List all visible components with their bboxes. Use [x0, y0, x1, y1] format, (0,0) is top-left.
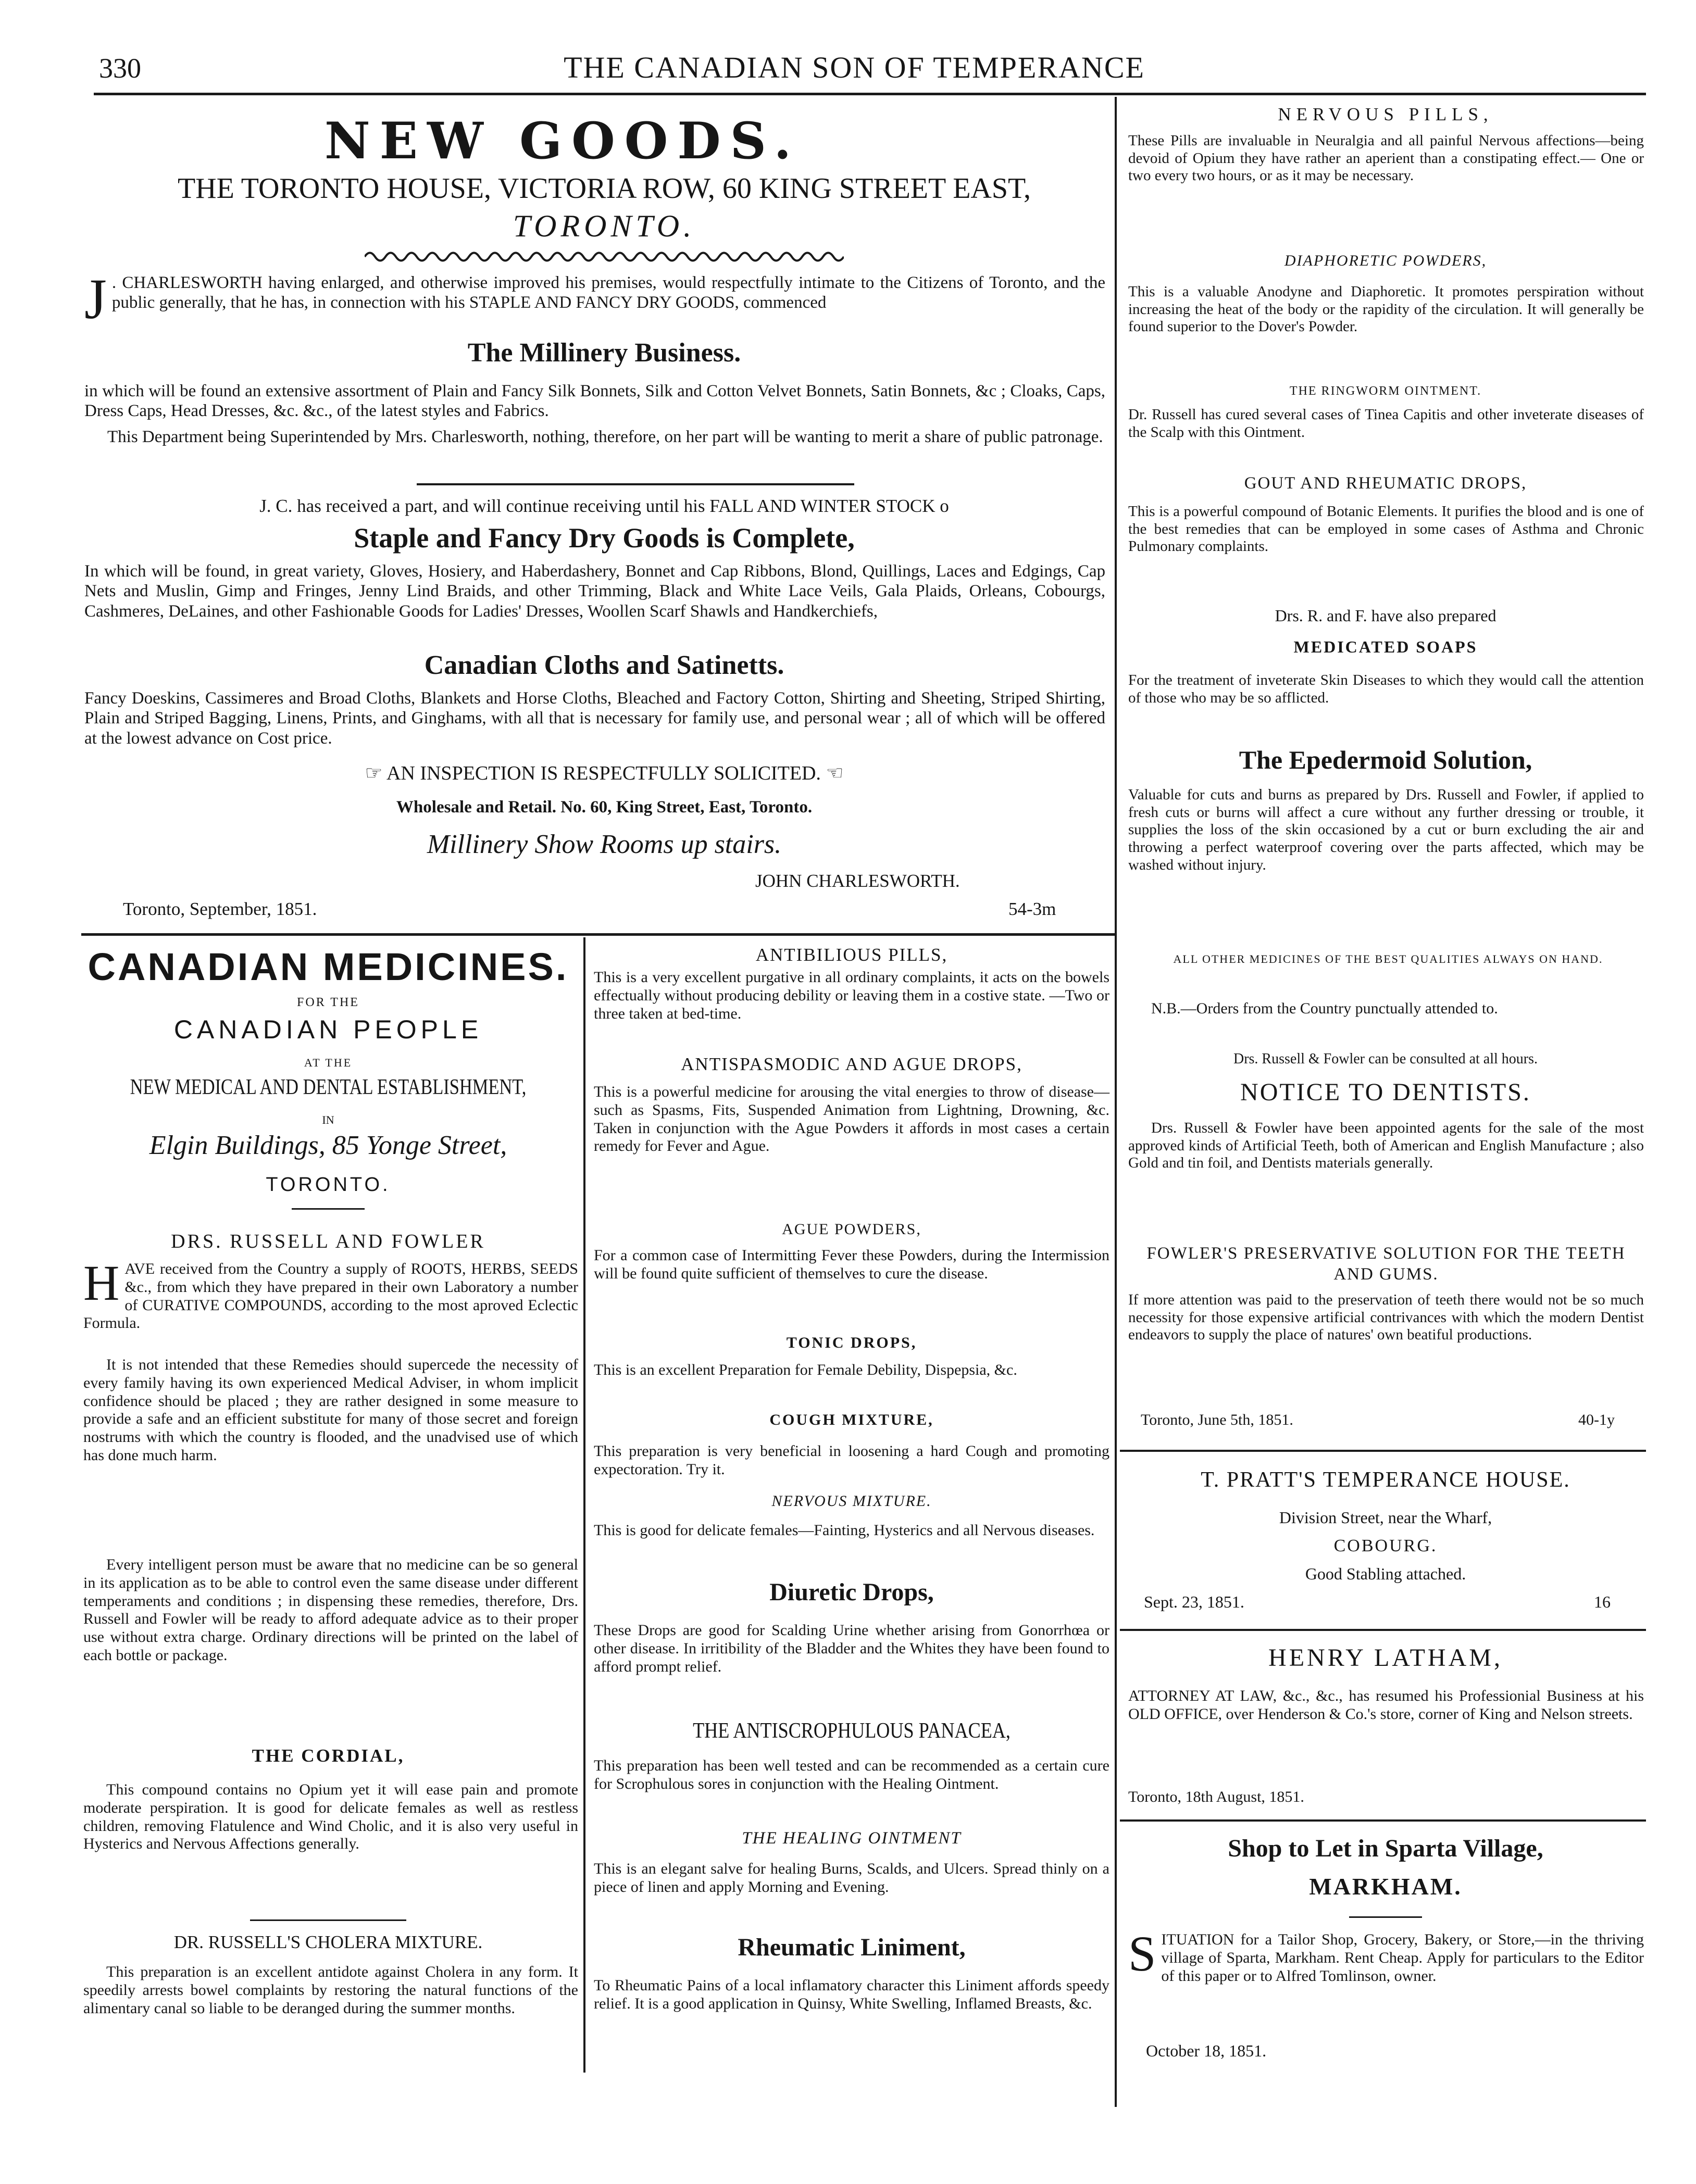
cloths-text: Fancy Doeskins, Cassimeres and Broad Cloths, Blankets and Horse Cloths, Bleached and Factory Cotton, Shirting and Sheeting, Striped Shirting, Plain and Striped Bagging, Linens, Prints, and Ginghams, with all that is necessary for family use, and personal wear ; all of which will be offered at the lowest advance on Cost price. — [84, 689, 1105, 748]
pointing-hand-right-icon: ☞ — [365, 761, 383, 784]
medicines-headline: CANADIAN MEDICINES. — [88, 945, 569, 988]
pratt-line1: Division Street, near the Wharf, — [1279, 1508, 1492, 1527]
cordial-text: This compound contains no Opium yet it will ease pain and promote moderate perspiration. It is good for delicate females as well as restless children, removing Flatulence and Wind Cholic, and it is also very useful in Hysterics and Nervous Affections generally. — [83, 1781, 578, 1853]
solution-text: Valuable for cuts and burns as prepared by Drs. Russell and Fowler, if applied to fresh cuts or burns will affect a cure without any further dressing or trouble, it supplies the loss of the skin occasioned by a cut or burn excluding the air and throwing a perfect waterproof covering over the parts affected, which may be washed without injury. — [1128, 786, 1644, 873]
ornamental-wave-divider — [365, 249, 844, 265]
medicines-city: TORONTO. — [266, 1174, 391, 1196]
dentists-heading: NOTICE TO DENTISTS. — [1240, 1078, 1531, 1106]
fowler-text: If more attention was paid to the preservation of teeth there would not be so much necessity for those expensive artificial contrivances with which the modern Dentist endeavors to supply the place of natures' own beatiful productions. — [1128, 1291, 1644, 1344]
solution-heading: The Epedermoid Solution, — [1239, 745, 1532, 774]
pratt-heading: T. PRATT'S TEMPERANCE HOUSE. — [1201, 1468, 1570, 1492]
ringworm-text: Dr. Russell has cured several cases of Tinea Capitis and other inveterate diseases of the Scalp with this Ointment. — [1128, 406, 1644, 441]
healing-heading: THE HEALING OINTMENT — [742, 1829, 962, 1848]
fowler-ref: 40-1y — [1578, 1411, 1615, 1428]
soaps-text: For the treatment of inveterate Skin Diseases to which they would call the attention of those who may be so afflicted. — [1128, 672, 1644, 706]
tonic-text: This is an excellent Preparation for Female Debility, Dispepsia, &c. — [594, 1361, 1017, 1378]
new-goods-ref: 54-3m — [1008, 899, 1056, 919]
also-prepared: Drs. R. and F. have also prepared — [1275, 606, 1497, 625]
signature: JOHN CHARLESWORTH. — [755, 871, 960, 891]
shop-text-block — [1128, 1926, 1644, 1985]
fowler-heading: FOWLER'S PRESERVATIVE SOLUTION FOR THE TEETH AND GUMS. — [1146, 1244, 1626, 1284]
pratt-date: Sept. 23, 1851. — [1144, 1592, 1244, 1611]
stock-intro: J. C. has received a part, and will continue receiving until his FALL AND WINTER STOCK o — [259, 496, 949, 516]
medicines-rule — [292, 1208, 365, 1210]
staple-heading: Staple and Fancy Dry Goods is Complete, — [354, 522, 855, 554]
panacea-text: This preparation has been well tested and can be recommended as a certain cure for Scrophulous sores in conjunction with the Healing Ointment. — [594, 1757, 1109, 1792]
medicines-buildings: Elgin Buildings, 85 Yonge Street, — [149, 1131, 507, 1160]
antispasmodic-text: This is a powerful medicine for arousing the vital energies to throw of disease—such as Spasms, Fits, Suspended Animation from Lightning, Drowning, &c. Taken in conjunction with the Ague Powders it affords in most cases a certain remedy for Fever and Ague. — [594, 1083, 1109, 1155]
column-rule-middle — [583, 937, 585, 2073]
dentists-text: Drs. Russell & Fowler have been appointed agents for the sale of the most approved kinds of Artificial Teeth, both of American and English Manufacture ; also Gold and tin foil, and Dentists materials generally. — [1128, 1120, 1644, 1172]
latham-date: Toronto, 18th August, 1851. — [1128, 1788, 1304, 1805]
column-rule-right — [1115, 97, 1117, 2107]
pratt-line2: COBOURG. — [1333, 1536, 1438, 1555]
nervous-mixture-heading: NERVOUS MIXTURE. — [771, 1492, 932, 1510]
new-goods-dateline: Toronto, September, 1851. — [123, 899, 317, 919]
new-goods-bottom-rule — [81, 933, 1116, 936]
page-number: 330 — [99, 53, 141, 84]
new-goods-intro-text: . CHARLESWORTH having enlarged, and otherwise improved his premises, would respectfully intimate to the Citizens of Toronto, and the public generally, that he has, in connection with his STAPLE AND FANCY DRY GOODS, commenced — [111, 273, 1105, 312]
ague-text: For a common case of Intermitting Fever these Powders, during the Intermission will be found quite sufficient of themselves to cure the disease. — [594, 1247, 1109, 1282]
new-goods-rule — [417, 483, 854, 485]
gout-text: This is a powerful compound of Botanic Elements. It purifies the blood and is one of the best remedies that can be employed in some cases of Asthma and Chronic Pulmonary complaints. — [1128, 503, 1644, 555]
nervous-mixture-text: This is good for delicate females—Fainting, Hysterics and all Nervous diseases. — [594, 1522, 1095, 1539]
medicines-for-the: FOR THE — [297, 996, 359, 1009]
medicines-establishment: NEW MEDICAL AND DENTAL ESTABLISHMENT, — [130, 1075, 527, 1099]
diaphoretic-heading: DIAPHORETIC POWDERS, — [1284, 252, 1487, 269]
department-text: This Department being Superintended by Mrs. Charlesworth, nothing, therefore, on her part will be wanting to merit a share of public patronage. — [107, 428, 1103, 446]
wholesale-line: Wholesale and Retail. No. 60, King Street, East, Toronto. — [396, 798, 813, 817]
inspection-line — [99, 761, 1109, 785]
drop-cap-j: J — [84, 267, 107, 331]
cough-heading: COUGH MIXTURE, — [769, 1411, 934, 1428]
shop-date: October 18, 1851. — [1146, 2041, 1267, 2060]
nervous-pills-text: These Pills are invaluable in Neuralgia and all painful Nervous affections—being devoid of Opium they have rather an aperient than a constipating effect.— One or two every two hours, or as it may be necessary. — [1128, 132, 1644, 184]
drop-cap-h: H — [83, 1255, 120, 1311]
diuretic-text: These Drops are good for Scalding Urine whether arising from Gonorrhœa or other disease. In irritibility of the Bladder and the Whites they have been found to afford prompt relief. — [594, 1622, 1109, 1675]
diaphoretic-text: This is a valuable Anodyne and Diaphoretic. It promotes perspiration without increasing the heat of the body or the rapidity of the circulation. It will generally be found superior to the Dover's Powder. — [1128, 283, 1644, 335]
cordial-rule — [250, 1919, 406, 1921]
nervous-pills-heading: NERVOUS PILLS, — [1278, 104, 1493, 124]
medicines-intro — [83, 1255, 578, 1333]
latham-text: ATTORNEY AT LAW, &c., &c., has resumed his Professionial Business at his OLD OFFICE, over Henderson & Co.'s store, corner of King and Nelson streets. — [1128, 1687, 1644, 1723]
medicines-in: IN — [322, 1113, 334, 1126]
cholera-heading: DR. RUSSELL'S CHOLERA MIXTURE. — [173, 1932, 483, 1952]
cordial-heading: THE CORDIAL, — [252, 1746, 405, 1766]
all-other-medicines: ALL OTHER MEDICINES OF THE BEST QUALITIES ALWAYS ON HAND. — [1173, 952, 1603, 965]
tonic-heading: TONIC DROPS, — [786, 1334, 917, 1351]
antibilious-text: This is a very excellent purgative in all ordinary complaints, it acts on the bowels effectually without producing debility or leaving them in a costive state. —Two or three taken at bed-time. — [594, 969, 1109, 1022]
shop-heading: Shop to Let in Sparta Village, — [1228, 1835, 1543, 1862]
panacea-heading: THE ANTISCROPHULOUS PANACEA, — [693, 1719, 1011, 1743]
medicines-intro-text: AVE received from the Country a supply of ROOTS, HERBS, SEEDS &c., from which they have prepared in their own Laboratory a number of CURATIVE COMPOUNDS, according to the most aproved Eclectic Formula. — [83, 1260, 578, 1332]
new-goods-headline: NEW GOODS. — [325, 111, 801, 170]
cough-text: This preparation is very beneficial in loosening a hard Cough and promoting expectoration. Try it. — [594, 1442, 1109, 1478]
shop-heading-markham: MARKHAM. — [1309, 1873, 1462, 1900]
liniment-heading: Rheumatic Liniment, — [738, 1934, 966, 1961]
latham-heading: HENRY LATHAM, — [1268, 1644, 1503, 1672]
diuretic-heading: Diuretic Drops, — [769, 1578, 934, 1606]
pointing-hand-left-icon: ☜ — [826, 761, 844, 784]
ague-heading: AGUE POWDERS, — [782, 1221, 921, 1238]
showrooms-line: Millinery Show Rooms up stairs. — [427, 830, 782, 859]
pratt-rule — [1120, 1629, 1646, 1631]
medicines-p2: It is not intended that these Remedies should supercede the necessity of every family having its own experienced Medical Adviser, in whom implicit confidence should be placed ; they are rather designed in some measure to provide a safe and an efficient substitute for many of those secret and foreign nostrums with which the country is flooded, and the unadvised use of which has done much harm. — [83, 1356, 578, 1464]
latham-rule — [1120, 1819, 1646, 1822]
shop-rule — [1349, 1916, 1422, 1918]
nb-orders: N.B.—Orders from the Country punctually attended to. — [1151, 1000, 1498, 1017]
medicines-at-the: AT THE — [304, 1056, 353, 1069]
millinery-heading: The Millinery Business. — [467, 338, 741, 368]
page-title: THE CANADIAN SON OF TEMPERANCE — [564, 51, 1145, 84]
healing-text: This is an elegant salve for healing Burns, Scalds, and Ulcers. Spread thinly on a piece of linen and apply Morning and Evening. — [594, 1860, 1109, 1896]
medicines-doctors: DRS. RUSSELL AND FOWLER — [171, 1231, 485, 1252]
medicines-people: CANADIAN PEOPLE — [173, 1015, 483, 1044]
millinery-text: in which will be found an extensive assortment of Plain and Fancy Silk Bonnets, Silk and Cotton Velvet Bonnets, Satin Bonnets, &c ; Cloaks, Caps, Dress Caps, Head Dresses, &c. &c., of the latest styles and Fabrics. — [84, 382, 1105, 421]
new-goods-city: TORONTO. — [513, 209, 696, 243]
pratt-line3: Good Stabling attached. — [1305, 1564, 1466, 1583]
pratt-ref: 16 — [1594, 1592, 1611, 1611]
fowler-date: Toronto, June 5th, 1851. — [1141, 1411, 1293, 1428]
soaps-heading: MEDICATED SOAPS — [1293, 637, 1478, 656]
new-goods-address: THE TORONTO HOUSE, VICTORIA ROW, 60 KING STREET EAST, — [177, 172, 1031, 205]
inspection-text: AN INSPECTION IS RESPECTFULLY SOLICITED. — [386, 762, 821, 784]
cloths-heading: Canadian Cloths and Satinetts. — [424, 650, 784, 680]
antispasmodic-heading: ANTISPASMODIC AND AGUE DROPS, — [681, 1054, 1022, 1074]
antibilious-heading: ANTIBILIOUS PILLS, — [755, 945, 948, 965]
ringworm-heading: THE RINGWORM OINTMENT. — [1289, 384, 1482, 398]
shop-text: ITUATION for a Tailor Shop, Grocery, Bakery, or Store,—in the thriving village of Sparta, Markham. Rent Cheap. Apply for particulars to the Editor of this paper or to Alfred Tomlinson, owner. — [1161, 1931, 1644, 1985]
drop-cap-s: S — [1128, 1926, 1156, 1981]
header-rule — [94, 93, 1646, 95]
staple-text: In which will be found, in great variety, Gloves, Hosiery, and Haberdashery, Bonnet and Cap Ribbons, Blond, Quillings, Laces and Edgings, Cap Nets and Muslin, Gimp and Fringes, Jenny Lind Braids, and other Trimming, Black and White Lace Veils, Gala Plaids, Orleans, Cobourgs, Cashmeres, DeLaines, and other Fashionable Goods for Ladies' Dresses, Woollen Scarf Shawls and Handkerchiefs, — [84, 562, 1105, 621]
cholera-text: This preparation is an excellent antidote against Cholera in any form. It speedily arrests bowel complaints by restoring the natural functions of the alimentary canal so liable to be deranged during the summer months. — [83, 1963, 578, 2017]
medicines-p3: Every intelligent person must be aware that no medicine can be so general in its application as to be able to control even the same disease under different temperaments and conditions ; in dispensing these remedies, therefore, Drs. Russell and Fowler will be ready to afford adequate advice as to their proper use without extra charge. Ordinary directions will be printed on the label of each bottle or package. — [83, 1556, 578, 1664]
liniment-text: To Rheumatic Pains of a local inflamatory character this Liniment affords speedy relief. It is a good application in Quinsy, White Swelling, Inflamed Breasts, &c. — [594, 1977, 1109, 2012]
consulted-line: Drs. Russell & Fowler can be consulted at all hours. — [1233, 1051, 1538, 1067]
gout-heading: GOUT AND RHEUMATIC DROPS, — [1244, 474, 1527, 493]
new-goods-intro — [84, 267, 1105, 331]
fowler-rule — [1120, 1450, 1646, 1452]
